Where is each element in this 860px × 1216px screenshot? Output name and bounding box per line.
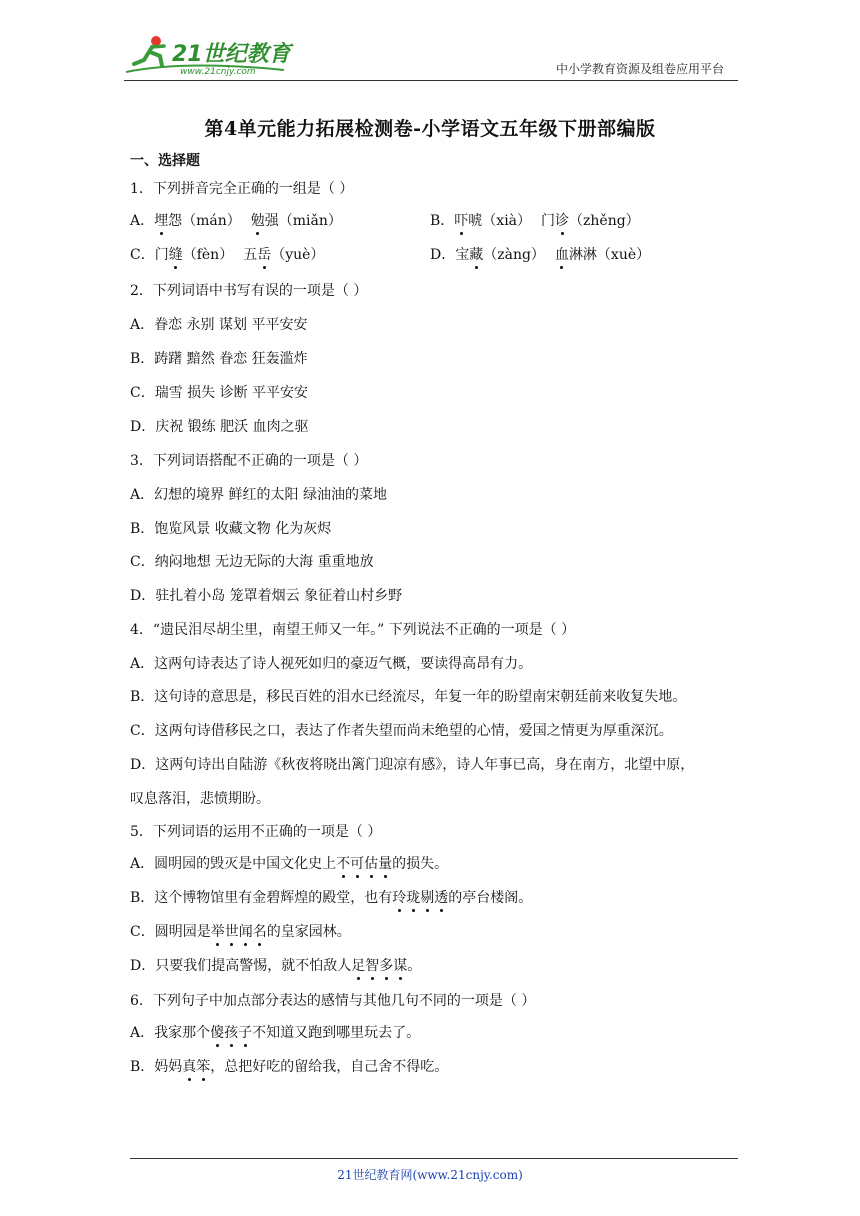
question-6-stem: 6．下列句子中加点部分表达的感情与其他几句不同的一项是（ ） [130, 993, 536, 1009]
footer-divider [130, 1158, 738, 1159]
question-2-option-b: B．踌躇 黯然 眷恋 狂轰滥炸 [130, 351, 308, 367]
question-2-stem: 2．下列词语中书写有误的一项是（ ） [130, 283, 368, 299]
question-4-option-d-line2: 叹息落泪，悲愤期盼。 [130, 791, 270, 807]
question-3-option-d: D．驻扎着小岛 笼罩着烟云 象征着山村乡野 [130, 588, 403, 604]
question-4-option-c: C．这两句诗借移民之口，表达了作者失望而尚未绝望的心情，爱国之情更为厚重深沉。 [130, 723, 673, 739]
question-5-option-c: C．圆明园是举世闻名的皇家园林。 [130, 924, 351, 940]
question-3-option-b: B．饱览风景 收藏文物 化为灰烬 [130, 521, 332, 537]
question-3-option-c: C．纳闷地想 无边无际的大海 重重地放 [130, 554, 374, 570]
page-title: 第4单元能力拓展检测卷-小学语文五年级下册部编版 [204, 118, 656, 140]
logo-main-text: 21世纪教育 [172, 42, 291, 67]
question-5-option-d: D．只要我们提高警惕，就不怕敌人足智多谋。 [130, 958, 422, 974]
header-platform-text: 中小学教育资源及组卷应用平台 [555, 62, 724, 76]
question-1-option-c: C．门缝（fèn） 五岳（yuè） [130, 247, 325, 263]
question-1-option-b: B．吓唬（xià） 门诊（zhěng） [430, 213, 640, 229]
question-2-option-a: A．眷恋 永别 谋划 平平安安 [130, 317, 308, 333]
question-4-stem: 4．“遗民泪尽胡尘里，南望王师又一年。” 下列说法不正确的一项是（ ） [130, 622, 576, 638]
question-3-option-a: A．幻想的境界 鲜红的太阳 绿油油的菜地 [130, 487, 388, 503]
question-4-option-a: A．这两句诗表达了诗人视死如归的豪迈气概，要读得高昂有力。 [130, 656, 533, 672]
question-1-stem: 1．下列拼音完全正确的一组是（ ） [130, 181, 354, 197]
question-2-option-c: C．瑞雪 损失 诊断 平平安安 [130, 385, 309, 401]
question-6-option-b: B．妈妈真笨，总把好吃的留给我，自己舍不得吃。 [130, 1059, 449, 1075]
question-6-option-a: A．我家那个傻孩子不知道又跑到哪里玩去了。 [130, 1025, 421, 1041]
question-1-option-d: D．宝藏（zàng） 血淋淋（xuè） [430, 247, 651, 263]
question-5-option-b: B．这个博物馆里有金碧辉煌的殿堂，也有玲珑剔透的亭台楼阁。 [130, 890, 533, 906]
page-header [124, 30, 738, 81]
footer-link[interactable]: 21世纪教育网(www.21cnjy.com) [337, 1168, 523, 1182]
logo [124, 30, 294, 78]
question-3-stem: 3．下列词语搭配不正确的一项是（ ） [130, 453, 368, 469]
section-heading: 一、选择题 [130, 153, 200, 169]
question-4-option-d-line1: D．这两句诗出自陆游《秋夜将晓出篱门迎凉有感》，诗人年事已高，身在南方，北望中原， [130, 757, 695, 773]
question-1-option-a: A．埋怨（mán） 勉强（miǎn） [130, 213, 342, 229]
question-2-option-d: D．庆祝 锻练 肥沃 血肉之驱 [130, 419, 309, 435]
question-4-option-b: B．这句诗的意思是，移民百姓的泪水已经流尽，年复一年的盼望南宋朝廷前来收复失地。 [130, 689, 687, 705]
question-5-stem: 5．下列词语的运用不正确的一项是（ ） [130, 824, 382, 840]
question-5-option-a: A．圆明园的毁灭是中国文化史上不可估量的损失。 [130, 856, 449, 872]
logo-url-text: www.21cnjy.com [180, 67, 256, 77]
